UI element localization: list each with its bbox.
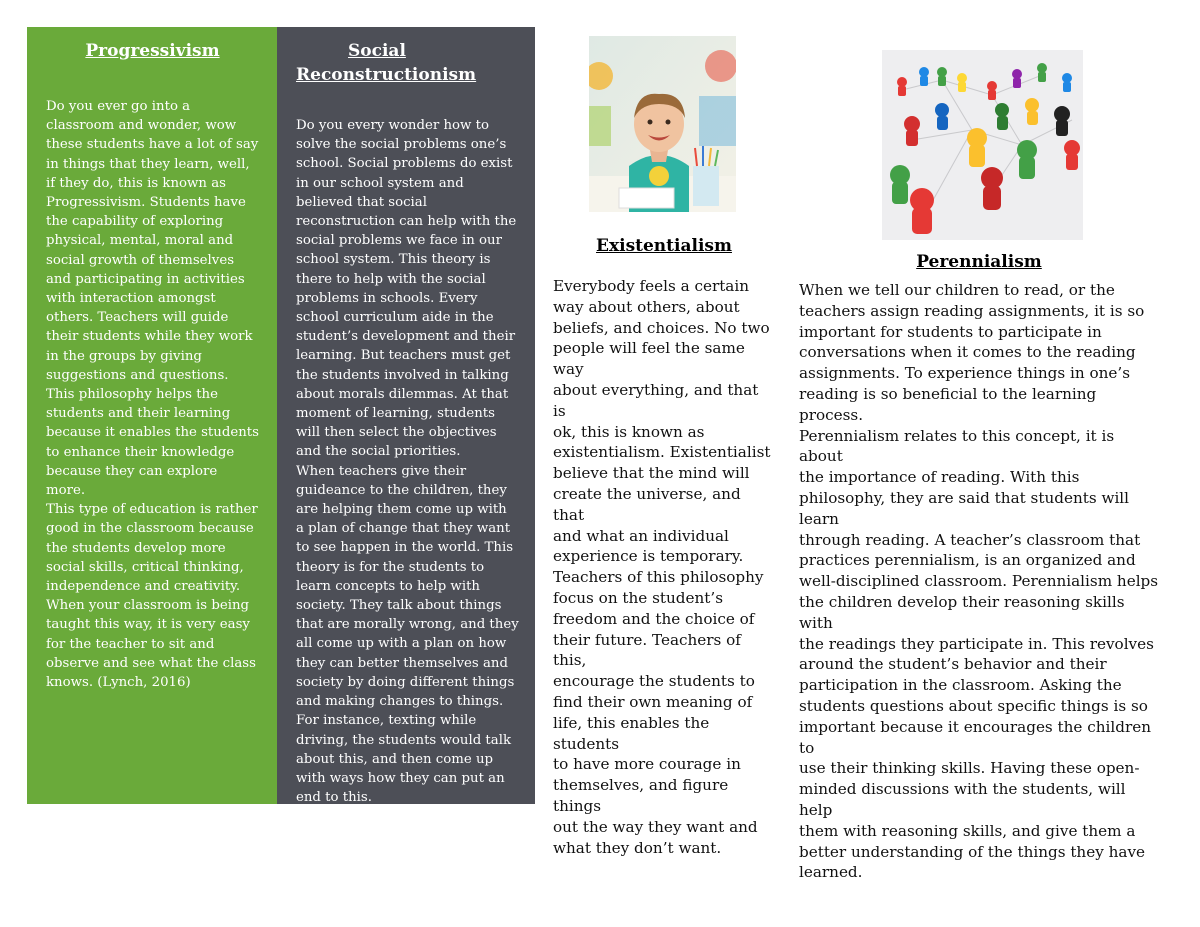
child-drawing-photo <box>589 36 736 212</box>
game-pawns-network-photo <box>882 50 1083 240</box>
social-reconstructionism-text: Do you every wonder how to solve the social problems one’s school. Social problems do exist in our school system and believed that social reconstruction can help with the social problems we face in our school system. This theory is there to help with the social problems in schools. Every school curriculum aide in the student’s development and their learning. But teachers must get the students involved in talking about morals dilemmas. At that moment of learning, students will then select the objectives and the social priorities. When teachers give their guideance to the children, they are helping them come up with a plan of change that they want to see happen in the world. This theory is for the students to learn concepts to help with society. They talk about things that are morally wrong, and they all come up with a plan on how they can better themselves and society by doing different things and making changes to things. For instance, texting while driving, the students would talk about this, and then come up with ways how they can put an end to this. <box>296 118 519 806</box>
perennialism-section <box>799 50 1159 883</box>
perennialism-text: When we tell our children to read, or the teachers assign reading assignments, it is so important for students to participate in conversations when it comes to the reading assignments. To experience things in one’s reading is so beneficial to the learning process. Perennialism relates to this concept, it is about the importance of reading. With this philosophy, they are said that students will learn through reading. A teacher’s classroom that practices perennialism, is an organized and well-disciplined classroom. Perennialism helps the children develop their reasoning skills with the readings they participate in. This revolves around the student’s behavior and their participation in the classroom. Asking the students questions about specific things is so important because it encourages the children to use their thinking skills. Having these open- minded discussions with the students, will help them with reasoning skills, and give them a better understanding of the things they have learned. <box>799 281 1159 882</box>
existentialism-title: Existentialism <box>596 236 732 256</box>
progressivism-text: Do you ever go into a classroom and wonder, wow these students have a lot of say in things that they learn, well, if they do, this is known as Progressivism. Students have the capability of exploring physical, mental, moral and social growth of themselves and participating in activities with interaction amongst others. Teachers will guide their students while they work in the groups by giving suggestions and questions. This philosophy helps the students and their learning because it enables the students to enhance their knowledge because they can explore more. This type of education is rather good in the classroom because the students develop more social skills, critical thinking, independence and creativity. When your classroom is being taught this way, it is very easy for the teacher to sit and observe and see what the class knows. (Lynch, 2016) <box>46 99 259 691</box>
perennialism-title: Perennialism <box>916 252 1042 272</box>
social-reconstructionism-panel <box>277 27 535 804</box>
existentialism-section <box>553 36 775 858</box>
existentialism-text: Everybody feels a certain way about others, about beliefs, and choices. No two people will feel the same way about everything, and that is ok, this is known as existentialism. Existentialist believe that the mind will create the universe, and that and what an individual experience is temporary. Teachers of this philosophy focus on the student’s freedom and the choice of their future. Teachers of this, encourage the students to find their own meaning of life, this enables the students to have more courage in themselves, and figure things out the way they want and what they don’t want. <box>553 277 771 857</box>
progressivism-title: Progressivism <box>85 41 220 61</box>
progressivism-panel <box>27 27 277 804</box>
social-reconstructionism-title-line1: Social <box>348 41 406 61</box>
social-reconstructionism-title-line2: Reconstructionism <box>296 65 477 85</box>
